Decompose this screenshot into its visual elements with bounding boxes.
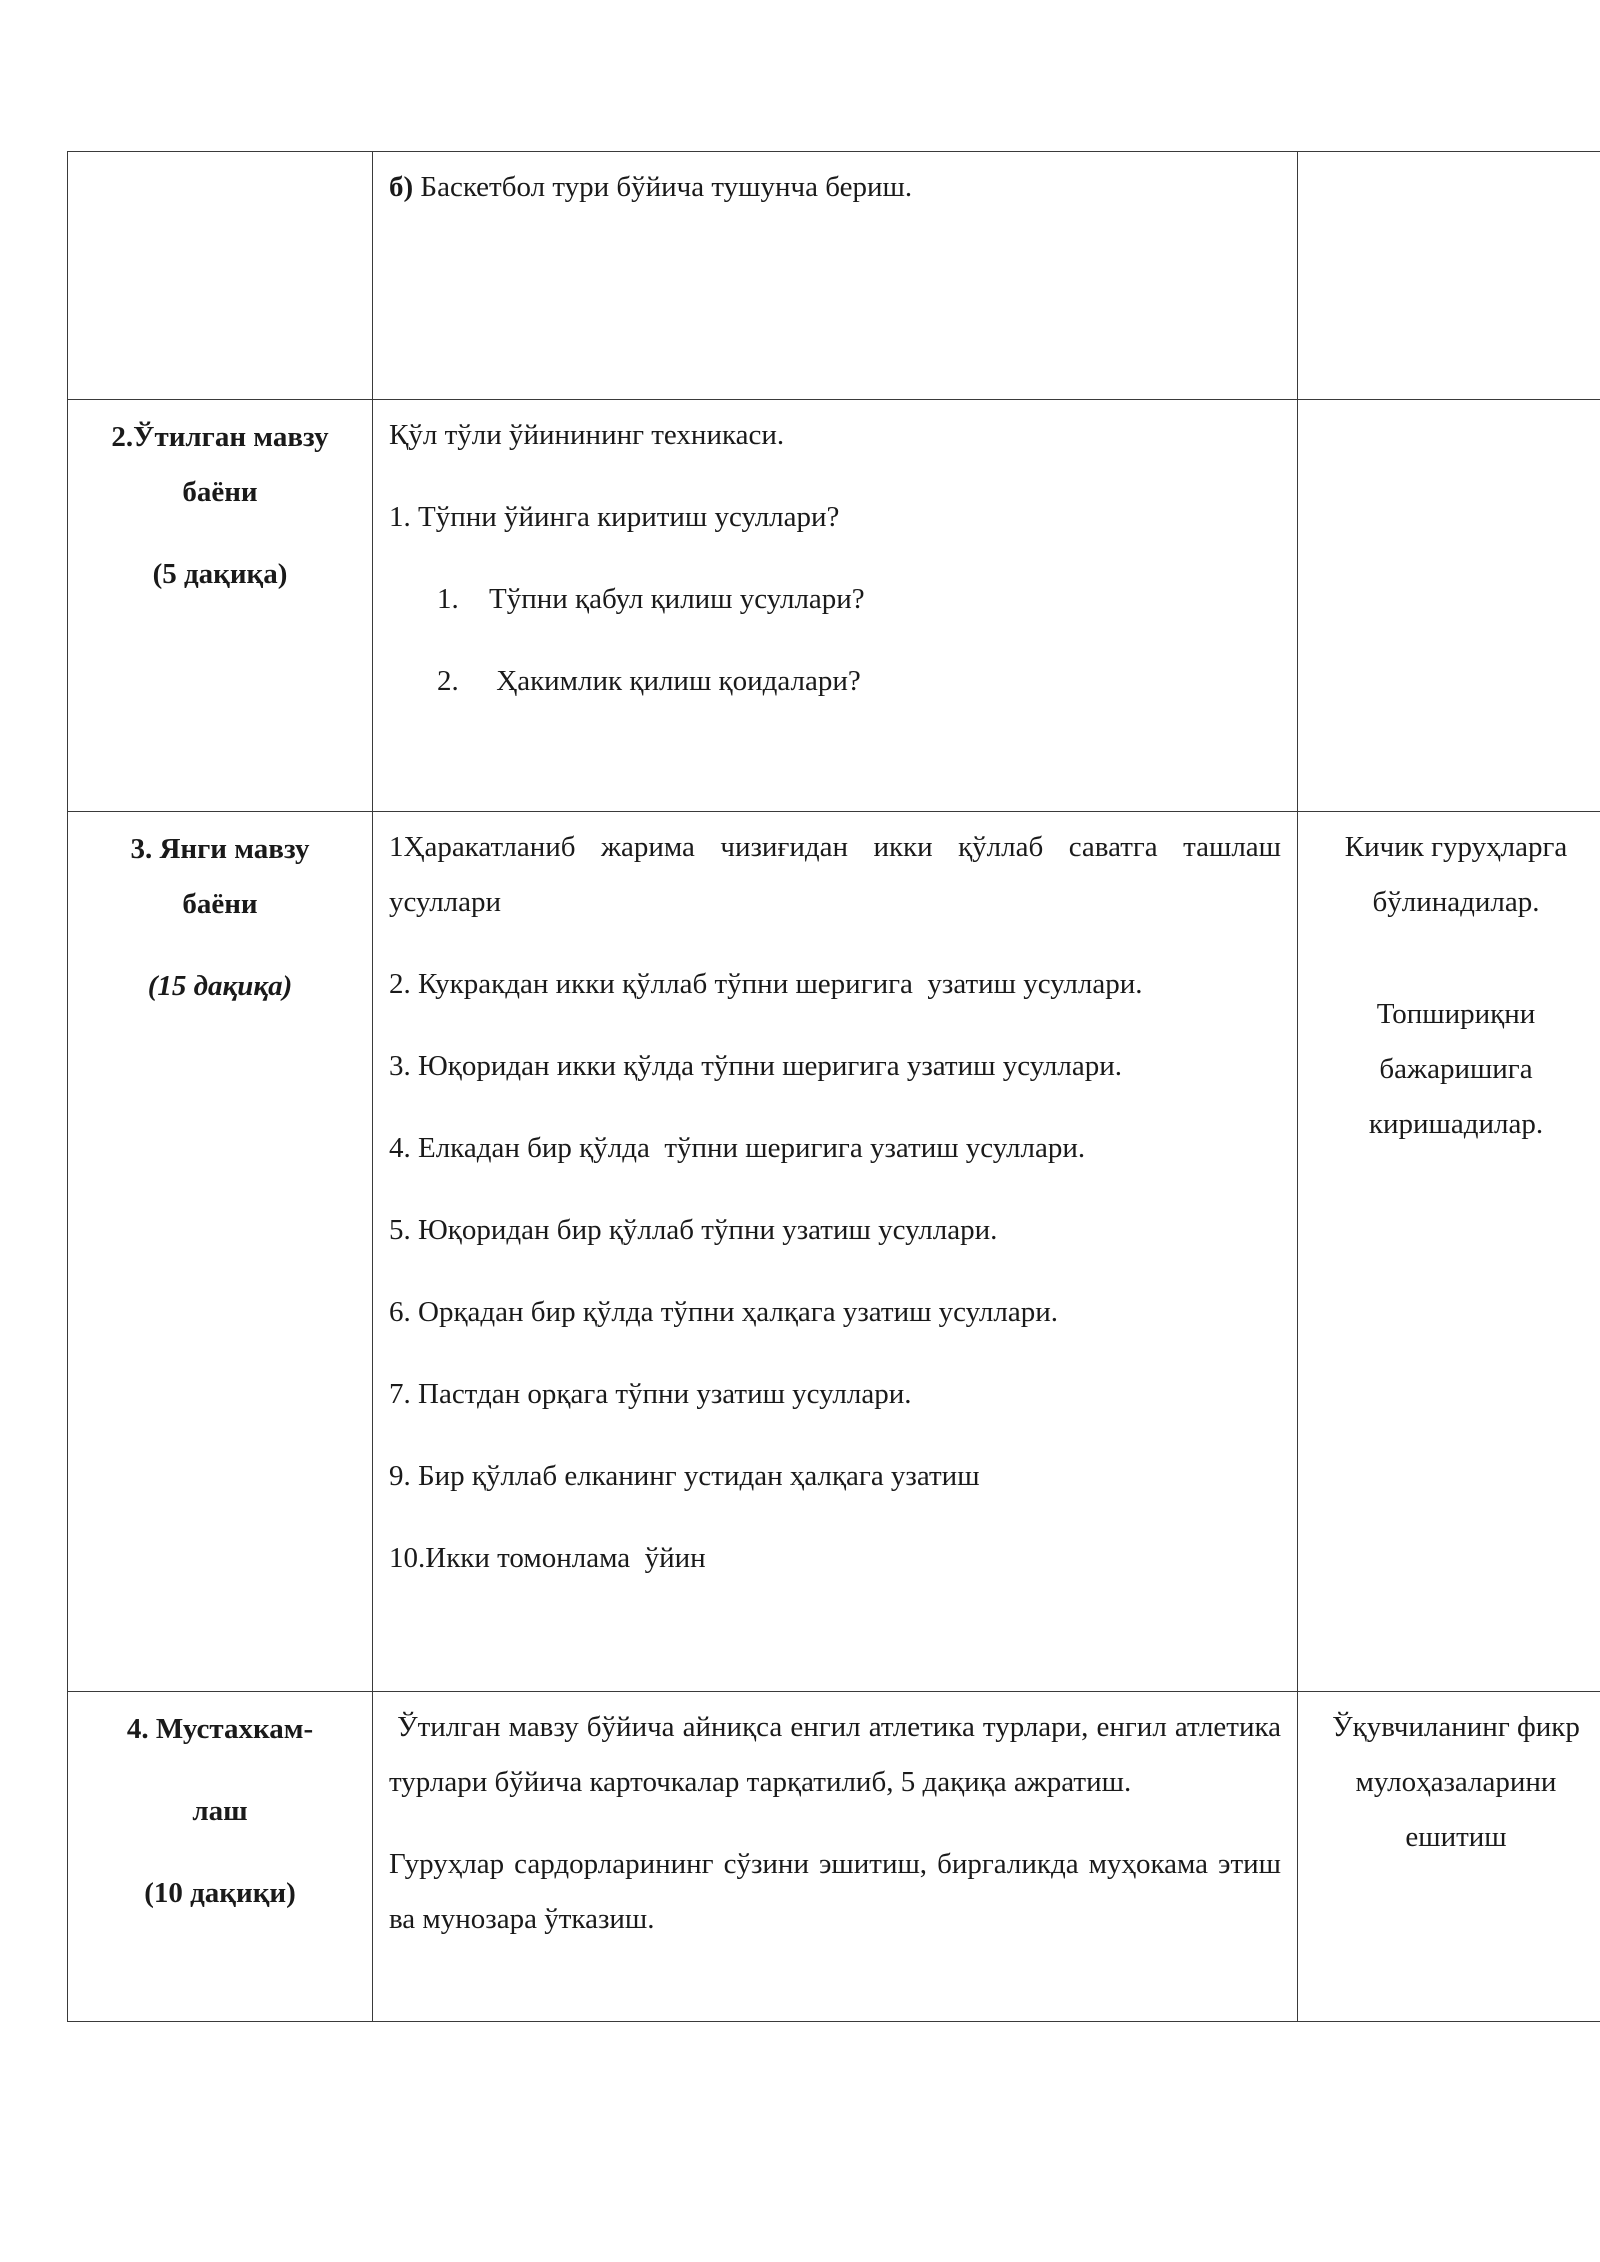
content-cell — [373, 152, 1298, 400]
stage-duration: (5 дақиқа) — [152, 558, 288, 590]
table-row — [68, 1692, 1600, 2022]
content-cell — [373, 812, 1298, 1692]
content-line: 1. Тўпни ўйинга киритиш усуллари? — [389, 501, 840, 533]
stage-title: лаш — [192, 1795, 248, 1827]
content-cell — [373, 1692, 1298, 2022]
list-text: Ҳакимлик қилиш қоидалари? — [489, 665, 861, 697]
content-line: 1Ҳаракатланиб жарима чизиғидан икки қўллаб саватга ташлаш усуллари — [389, 831, 1281, 918]
table-row — [68, 812, 1600, 1692]
content-line: 6. Орқадан бир қўлда тўпни ҳалқага узатиш усуллари. — [389, 1296, 1058, 1328]
stage-title: 4. Мустахкам- — [126, 1713, 314, 1745]
content-cell — [373, 400, 1298, 812]
activity-line: Ўқувчиланинг фикр — [1332, 1711, 1580, 1743]
stage-title: 3. Янги мавзу — [130, 833, 310, 865]
content-line: 9. Бир қўллаб елканинг устидан ҳалқага узатиш — [389, 1460, 980, 1492]
stage-cell — [68, 812, 373, 1692]
list-text: Тўпни қабул қилиш усуллари? — [489, 583, 865, 615]
activity-cell — [1298, 1692, 1600, 2022]
activity-line: киришадилар. — [1368, 1108, 1544, 1140]
list-item — [389, 572, 1281, 627]
activity-cell — [1298, 152, 1600, 400]
content-line: 5. Юқоридан бир қўллаб тўпни узатиш усуллари. — [389, 1214, 998, 1246]
content-line — [389, 160, 1281, 215]
content-line: 10.Икки томонлама ўйин — [389, 1542, 706, 1574]
bold-prefix: б) — [389, 171, 414, 203]
stage-cell — [68, 1692, 373, 2022]
numbered-list — [389, 572, 1281, 709]
stage-title: баёни — [182, 888, 258, 920]
stage-cell — [68, 152, 373, 400]
lesson-plan-table — [67, 151, 1600, 2022]
content-line: 3. Юқоридан икки қўлда тўпни шеригига узатиш усуллари. — [389, 1050, 1123, 1082]
stage-cell — [68, 400, 373, 812]
activity-cell — [1298, 812, 1600, 1692]
content-line: 2. Кукракдан икки қўллаб тўпни шеригига узатиш усуллари. — [389, 968, 1143, 1000]
content-line: 7. Пастдан орқага тўпни узатиш усуллари. — [389, 1378, 912, 1410]
activity-line: бажаришига — [1379, 1053, 1533, 1085]
table-row — [68, 400, 1600, 812]
activity-line: бўлинадилар. — [1372, 886, 1540, 918]
activity-cell — [1298, 400, 1600, 812]
activity-line: ешитиш — [1405, 1821, 1507, 1853]
content-paragraph: Ўтилган мавзу бўйича айниқса енгил атлетика турлари, енгил атлетика турлари бўйича карточкалар тарқатилиб, 5 дақиқа ажратиш. — [389, 1711, 1289, 1798]
content-line: Қўл тўли ўйинининг техникаси. — [389, 419, 785, 451]
stage-title: баёни — [182, 476, 258, 508]
list-number: 1. — [437, 583, 459, 615]
stage-duration: (10 дақиқи) — [144, 1877, 296, 1909]
stage-title: 2.Ўтилган мавзу — [111, 421, 329, 453]
activity-line: Кичик гуруҳларга — [1344, 831, 1568, 863]
list-number: 2. — [437, 665, 459, 697]
content-line: 4. Елкадан бир қўлда тўпни шеригига узатиш усуллари. — [389, 1132, 1086, 1164]
activity-line: Топшириқни — [1376, 998, 1536, 1030]
stage-duration: (15 дақиқа) — [147, 970, 293, 1002]
content-text: Баскетбол тури бўйича тушунча бериш. — [413, 171, 913, 203]
list-item — [389, 654, 1281, 709]
content-paragraph: Гуруҳлар сардорларининг сўзини эшитиш, биргаликда муҳокама этиш ва мунозара ўтказиш. — [389, 1848, 1281, 1935]
table-row — [68, 152, 1600, 400]
activity-line: мулоҳазаларини — [1355, 1766, 1557, 1798]
